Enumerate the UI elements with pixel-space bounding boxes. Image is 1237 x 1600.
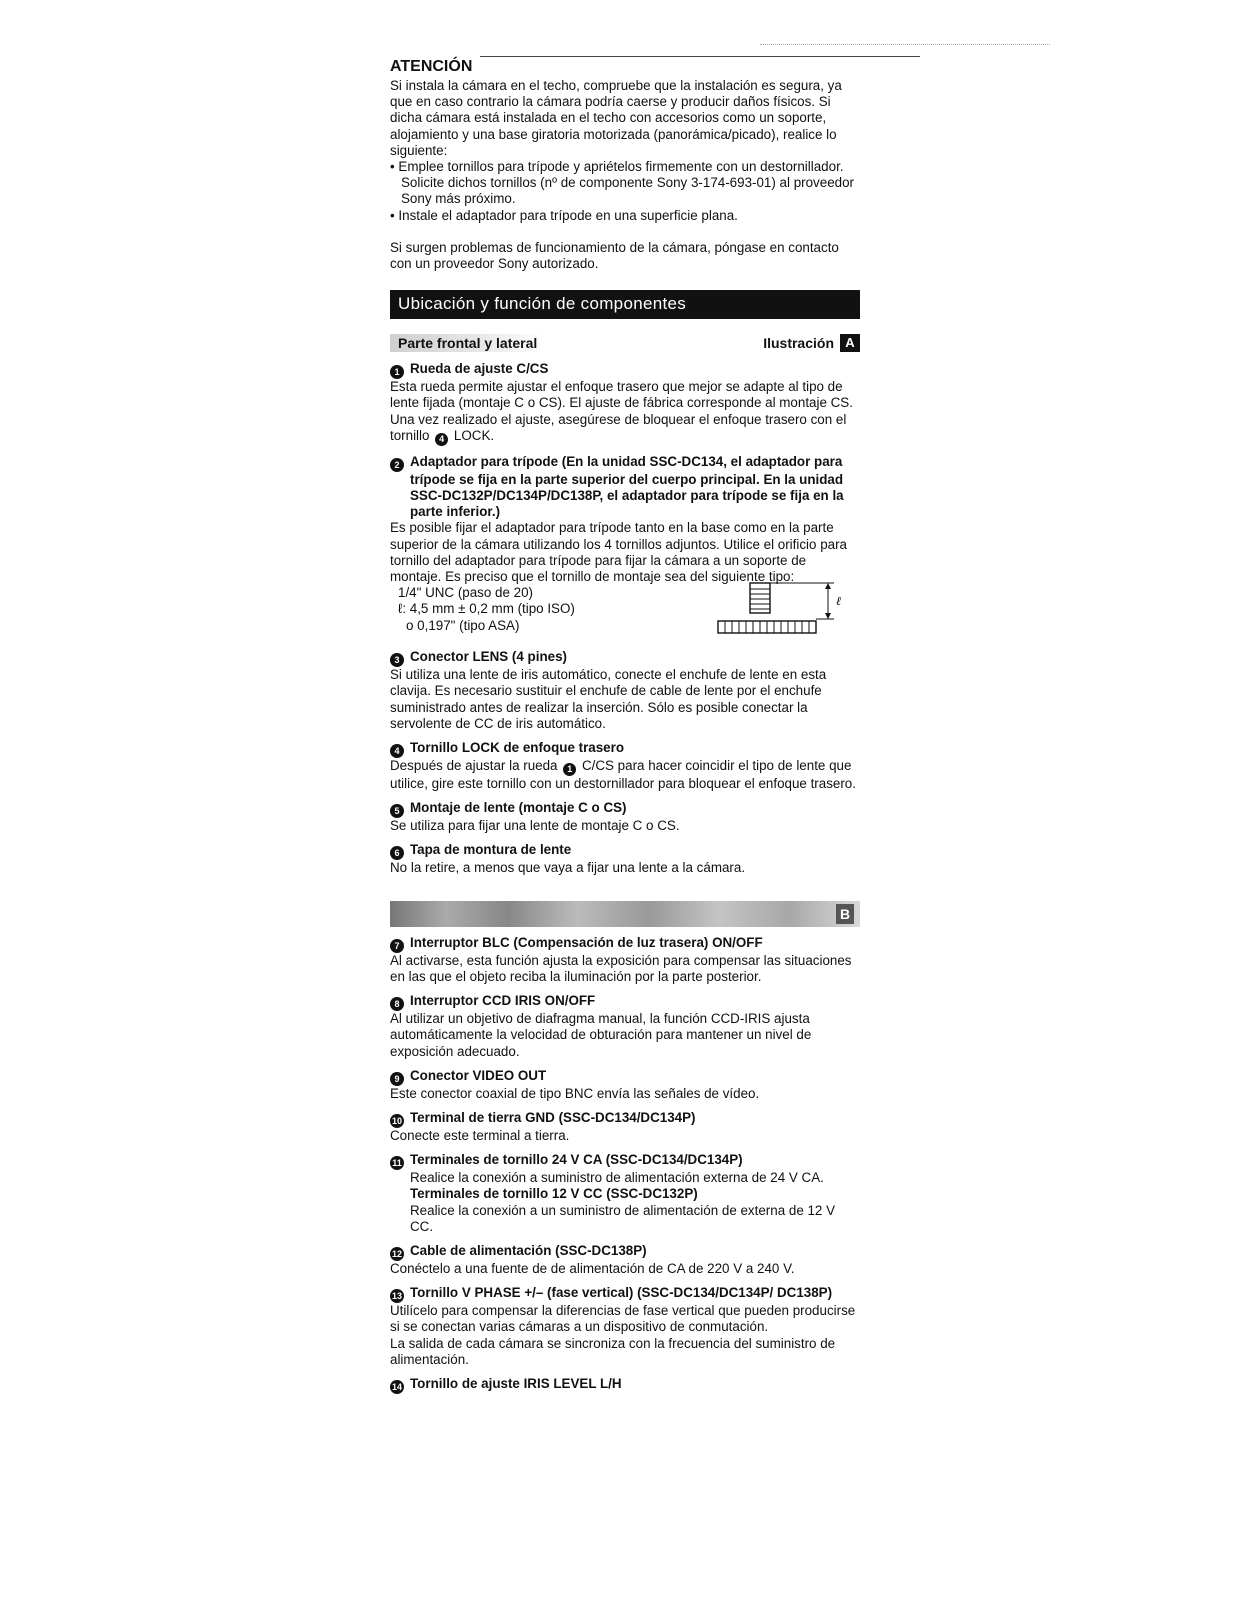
item-title: Montaje de lente (montaje C o CS) <box>410 800 627 816</box>
item-title: Tornillo de ajuste IRIS LEVEL L/H <box>410 1375 622 1391</box>
item-6 <box>390 842 860 876</box>
spec-line: ℓ: 4,5 mm ± 0,2 mm (tipo ISO) <box>398 601 575 617</box>
item-text: Al utilizar un objetivo de diafragma manual, la función CCD-IRIS ajusta automáticamente la velocidad de obturación para mantener un nivel de exposición adecuado. <box>390 1011 812 1059</box>
number-12-icon: 12 <box>391 1248 402 1259</box>
atencion-bullets <box>390 159 860 224</box>
spec-line: o 0,197" (tipo ASA) <box>406 617 520 633</box>
number-1-icon: 1 <box>563 763 576 776</box>
illustration-letter-a: A <box>840 334 860 352</box>
item-11 <box>390 1152 860 1235</box>
atencion-paragraph: Si instala la cámara en el techo, compruebe que la instalación es segura, ya que en caso contrario la cámara podría caerse y producir daños físicos. Si dicha cámara está instalada en el techo con accesorios como un soporte, alojamiento y una base giratoria motorizada (panorámica/picado), realice lo siguiente: <box>390 78 842 158</box>
item-13 <box>390 1285 860 1368</box>
item-subtitle: Terminales de tornillo 12 V CC (SSC-DC132P) <box>410 1186 698 1202</box>
atencion-bullet: • Emplee tornillos para trípode y apriételos firmemente con un destornillador. Solicite dichos tornillos (nº de componente Sony 3-174-693-01) al proveedor Sony más próximo. <box>390 159 854 207</box>
item-text: Conéctelo a una fuente de de alimentación de CA de 220 V a 240 V. <box>390 1260 795 1276</box>
front-subheader <box>390 333 860 353</box>
number-8-icon: 8 <box>390 997 404 1011</box>
atencion-title: ATENCIÓN <box>390 58 473 75</box>
number-13-icon: 13 <box>391 1291 402 1302</box>
item-text: Es posible fijar el adaptador para trípode tanto en la base como en la parte superior de la cámara utilizando los 4 tornillos adjuntos. Utilice el orificio para tornillo del adaptador para trípode para fijar la cámara a un soporte de montaje. Es preciso que el tornillo de montaje sea del siguiente tipo: <box>390 520 847 585</box>
item-9 <box>390 1068 860 1102</box>
number-14-icon: 14 <box>391 1381 402 1392</box>
number-11-icon: 11 <box>390 1156 404 1170</box>
item-14 <box>390 1376 860 1394</box>
number-4-icon: 4 <box>390 744 404 758</box>
item-text: Se utiliza para fijar una lente de montaje C o CS. <box>390 818 680 834</box>
item-text: Al activarse, esta función ajusta la exposición para compensar las situaciones en las que el objeto reciba la iluminación por la parte posterior. <box>390 952 852 984</box>
item-title: Tornillo V PHASE +/– (fase vertical) (SSC-DC134/DC134P/ DC138P) <box>410 1285 833 1301</box>
item-12 <box>390 1243 860 1277</box>
screw-diagram-icon <box>716 579 856 639</box>
number-4-icon: 4 <box>435 433 448 446</box>
item-8 <box>390 993 860 1060</box>
illustration-label: Ilustración <box>763 335 834 352</box>
number-9-icon: 9 <box>390 1072 404 1086</box>
number-10-icon: 10 <box>391 1115 402 1126</box>
item-text: Realice la conexión a suministro de alimentación externa de 24 V CA. <box>410 1170 824 1186</box>
item-title: Interruptor BLC (Compensación de luz trasera) ON/OFF <box>410 934 763 950</box>
ell-label: ℓ <box>836 594 841 609</box>
item-title: Interruptor CCD IRIS ON/OFF <box>410 993 596 1009</box>
item-2 <box>390 454 860 641</box>
number-3-icon: 3 <box>390 653 404 667</box>
spec-line: 1/4" UNC (paso de 20) <box>398 585 534 601</box>
item-3 <box>390 649 860 732</box>
number-2-icon: 2 <box>390 458 404 472</box>
item-text: No la retire, a menos que vaya a fijar una lente a la cámara. <box>390 860 746 876</box>
section-title: Ubicación y función de componentes <box>398 294 687 314</box>
item-1 <box>390 361 860 446</box>
item-7 <box>390 935 860 985</box>
item-title: Rueda de ajuste C/CS <box>410 361 549 377</box>
item-text: Realice la conexión a un suministro de alimentación de externa de 12 V CC. <box>410 1202 836 1234</box>
item-title: Terminal de tierra GND (SSC-DC134/DC134P) <box>410 1109 696 1125</box>
item-text: Si utiliza una lente de iris automático, conecte el enchufe de lente en esta clavija. Es necesario sustituir el enchufe de cable de lente por el enchufe suministrado antes de realizar la inserción. Sólo es posible conectar la servolente de CC de iris automático. <box>390 667 827 731</box>
atencion-note: Si surgen problemas de funcionamiento de la cámara, póngase en contacto con un proveedor Sony autorizado. <box>390 239 839 272</box>
manual-page <box>390 48 860 1394</box>
section-title-bar <box>390 290 860 319</box>
item-text: La salida de cada cámara se sincroniza con la frecuencia del suministro de alimentación. <box>390 1335 836 1367</box>
item-title: Cable de alimentación (SSC-DC138P) <box>410 1242 647 1258</box>
number-6-icon: 6 <box>390 846 404 860</box>
front-subtitle: Parte frontal y lateral <box>390 334 545 352</box>
scan-dotted-line <box>760 44 1050 45</box>
item-title: Adaptador para trípode (En la unidad SSC-DC134, el adaptador para trípode se fija en la parte superior del cuerpo principal. En la unidad SSC-DC132P/DC134P/DC138P, el adaptador para trípode se fija en la parte inferior.) <box>410 453 844 520</box>
item-title: Conector LENS (4 pines) <box>410 649 567 665</box>
item-text: Conecte este terminal a tierra. <box>390 1127 570 1143</box>
item-title: Tornillo LOCK de enfoque trasero <box>410 740 625 756</box>
number-1-icon: 1 <box>390 365 404 379</box>
item-5 <box>390 800 860 834</box>
atencion-bullet: • Instale el adaptador para trípode en una superficie plana. <box>390 207 738 223</box>
item-text: Esta rueda permite ajustar el enfoque trasero que mejor se adapte al tipo de lente fijada (montaje C o CS). El ajuste de fábrica corresponde al montaje CS. Una vez realizado el ajuste, asegúrese de bloquear el enfoque trasero con el tornillo <box>390 379 853 443</box>
item-title: Terminales de tornillo 24 V CA (SSC-DC134/DC134P) <box>410 1152 743 1168</box>
item-4 <box>390 740 860 792</box>
illustration-letter-b: B <box>836 904 854 924</box>
screw-spec <box>390 585 860 641</box>
item-title: Conector VIDEO OUT <box>410 1067 547 1083</box>
item-10 <box>390 1110 860 1144</box>
number-5-icon: 5 <box>390 804 404 818</box>
item-title: Tapa de montura de lente <box>410 842 572 858</box>
item-text-start: Después de ajustar la rueda <box>390 758 558 774</box>
item-text: Este conector coaxial de tipo BNC envía las señales de vídeo. <box>390 1085 760 1101</box>
rear-section-bar <box>390 901 860 927</box>
item-text: C/CS para hacer coincidir el tipo de lente que utilice, gire este tornillo con un destornillador para bloquear el enfoque trasero. <box>390 758 856 792</box>
item-text: Utilícelo para compensar la diferencias de fase vertical que pueden producirse si se conectan varias cámaras a un dispositivo de conmutación. <box>390 1303 856 1335</box>
illustration-ref <box>763 334 860 352</box>
item-text-end: LOCK. <box>453 427 495 443</box>
number-7-icon: 7 <box>390 939 404 953</box>
